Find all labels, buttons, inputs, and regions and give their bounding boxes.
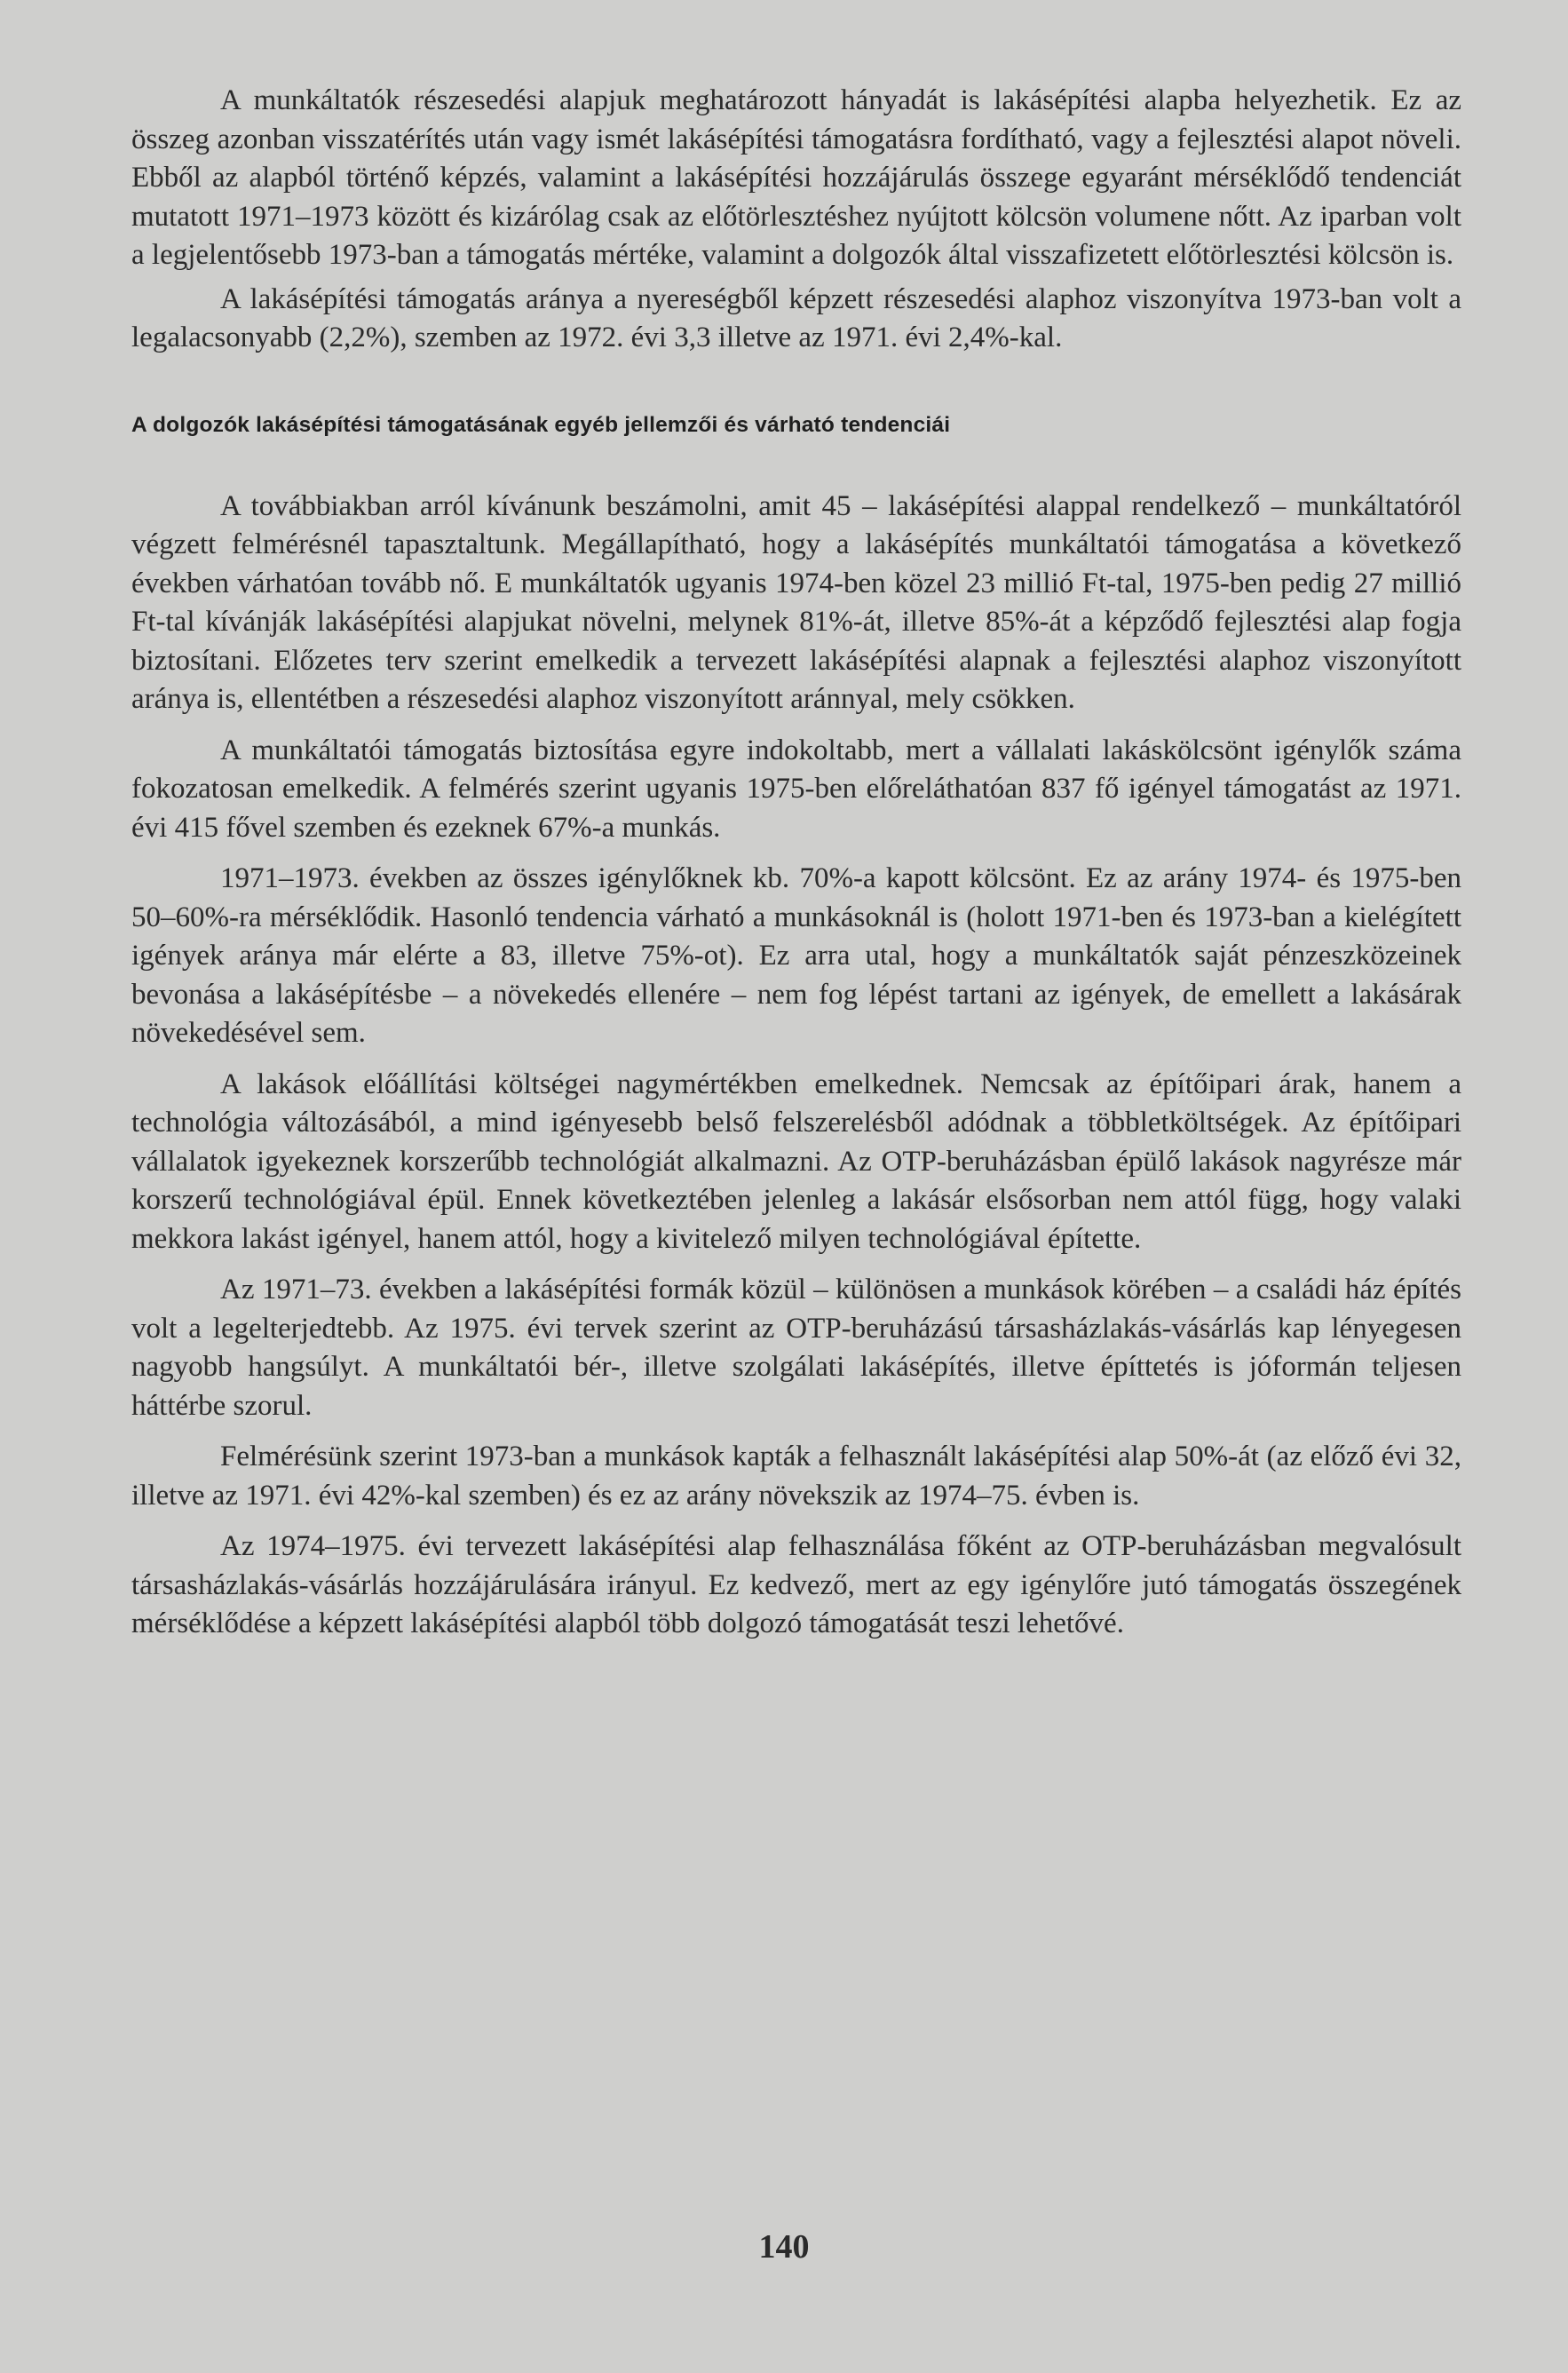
page-number: 140 (758, 2228, 810, 2266)
section-heading: A dolgozók lakásépítési támogatásának egyéb jellemzői és várható tendenciái (131, 412, 951, 437)
paragraph-housing-forms: Az 1971–73. években a lakásépítési formák közül – különösen a munkások körében – a családi ház építés volt a legelterjedtebb. Az 1975. évi tervek szerint az OTP-beruházású társasházlakás-vásárlás kap lényegesen nagyobb hangsúlyt. A munkáltatói bér-, illetve szolgálati lakásépítés, illetve építtetés is jóformán teljesen háttérbe szorul. (131, 1274, 1461, 1422)
paragraph-loans: 1971–1973. években az összes igénylőknek kb. 70%-a kapott kölcsönt. Ez az arány 1974- és 1975-ben 50–60%-ra mérséklődik. Hasonló tendencia várható a munkásoknál is (holott 1971-ben és 1973-ban a kielégített igények aránya már elérte a 83, illetve 75%-ot). Ez arra utal, hogy a munkáltatók saját pénzeszközeinek bevonása a lakásépítésbe – a növekedés ellenére – nem fog lépést tartani az igények, de emellett a lakásárak növekedésével sem. (131, 862, 1461, 1049)
paragraph-employer-support: A munkáltatói támogatás biztosítása egyre indokoltabb, mert a vállalati lakáskölcsönt igénylők száma fokozatosan emelkedik. A felmérés szerint ugyanis 1975-ben előreláthatóan 837 fő igényel támogatást az 1971. évi 415 fővel szemben és ezeknek 67%-a munkás. (131, 734, 1461, 844)
paragraph-fund-usage: Az 1974–1975. évi tervezett lakásépítési alap felhasználása főként az OTP-beruházásban megvalósult társasházlakás-vásárlás hozzájárulására irányul. Ez kedvező, mert az egy igénylőre jutó támogatás összegének mérséklődése a képzett lakásépítési alapból több dolgozó támogatását teszi lehetővé. (131, 1530, 1461, 1639)
paragraph-workers-share: Felmérésünk szerint 1973-ban a munkások kapták a felhasznált lakásépítési alap 50%-át (az előző évi 32, illetve az 1971. évi 42%-kal szemben) és ez az arány növekszik az 1974–75. évben is. (131, 1440, 1461, 1512)
paragraph-intro: A munkáltatók részesedési alapjuk meghatározott hányadát is lakásépítési alapba helyezhetik. Ez az összeg azonban visszatérítés után vagy ismét lakásépítési támogatásra fordítható, vagy a fejlesztési alapot növeli. Ebből az alapból történő képzés, valamint a lakásépítési hozzájárulás összege egyaránt mérséklődő tendenciát mutatott 1971–1973 között és kizárólag csak az előtörlesztéshez nyújtott kölcsön volumene nőtt. Az iparban volt a legjelentősebb 1973-ban a támogatás mértéke, valamint a dolgozók által visszafizetett előtörlesztési kölcsön is. (131, 84, 1461, 271)
page-content (131, 82, 1461, 1644)
paragraph-survey: A továbbiakban arról kívánunk beszámolni, amit 45 – lakásépítési alappal rendelkező – munkáltatóról végzett felmérésnél tapasztaltunk. Megállapítható, hogy a lakásépítés munkáltatói támogatása a következő években várhatóan tovább nő. E munkáltatók ugyanis 1974-ben közel 23 millió Ft-tal, 1975-ben pedig 27 millió Ft-tal kívánják lakásépítési alapjukat növelni, melynek 81%-át, illetve 85%-át a képződő fejlesztési alap fogja biztosítani. Előzetes terv szerint emelkedik a tervezett lakásépítési alapnak a fejlesztési alaphoz viszonyított aránya is, ellentétben a részesedési alaphoz viszonyított aránnyal, mely csökken. (131, 489, 1461, 715)
paragraph-costs: A lakások előállítási költségei nagymértékben emelkednek. Nemcsak az építőipari árak, hanem a technológia változásából, a mind igényesebb belső felszerelésből adódnak a többletköltségek. Az építőipari vállalatok igyekeznek korszerűbb technológiát alkalmazni. Az OTP-beruházásban épülő lakások nagyrésze már korszerű technológiával épül. Ennek következtében jelenleg a lakásár elsősorban nem attól függ, hogy valaki mekkora lakást igényel, hanem attól, hogy a kivitelező milyen technológiával építette. (131, 1067, 1461, 1255)
paragraph-ratio: A lakásépítési támogatás aránya a nyereségből képzett részesedési alaphoz viszonyítva 1973-ban volt a legalacsonyabb (2,2%), szemben az 1972. évi 3,3 illetve az 1971. évi 2,4%-kal. (131, 282, 1461, 353)
